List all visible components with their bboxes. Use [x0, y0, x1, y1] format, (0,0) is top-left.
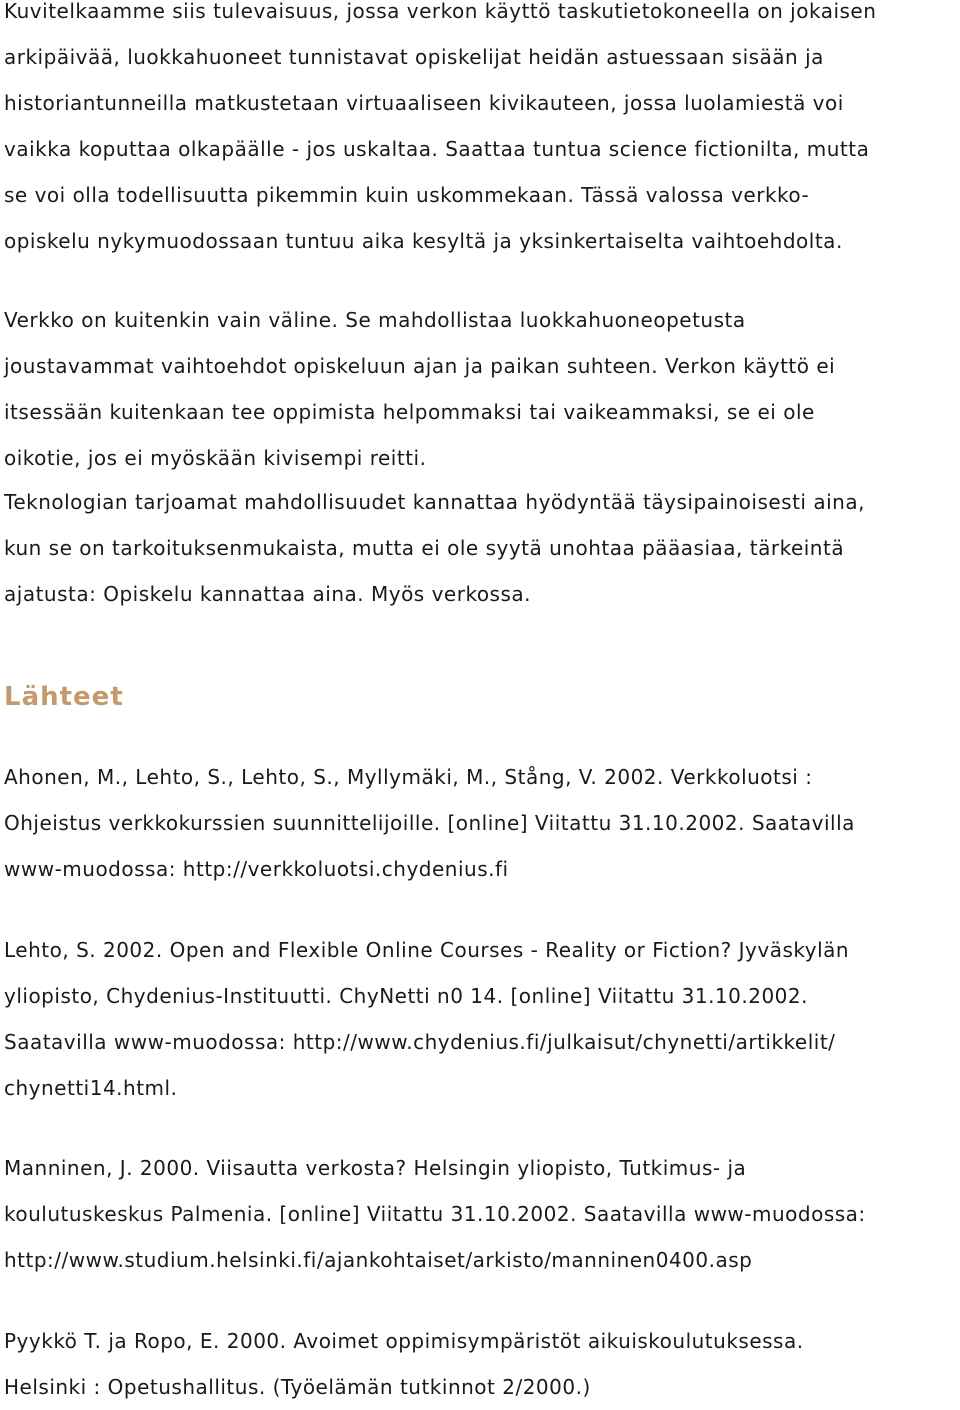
- paragraph-future-vision: [4, 0, 876, 264]
- text-line: yliopisto, Chydenius-Instituutti. ChyNetti n0 14. [online] Viitattu 31.10.2002.: [4, 984, 808, 1008]
- text-line: Ohjeistus verkkokurssien suunnittelijoille. [online] Viitattu 31.10.2002. Saatavilla: [4, 811, 855, 835]
- text-line: www-muodossa: http://verkkoluotsi.chydenius.fi: [4, 857, 509, 881]
- reference-lehto: [4, 927, 849, 1111]
- text-line: Pyykkö T. ja Ropo, E. 2000. Avoimet oppimisympäristöt aikuiskoulutuksessa.: [4, 1329, 804, 1353]
- text-line: se voi olla todellisuutta pikemmin kuin uskommekaan. Tässä valossa verkko-: [4, 183, 810, 207]
- text-line: Teknologian tarjoamat mahdollisuudet kannattaa hyödyntää täysipainoisesti aina,: [4, 490, 865, 514]
- text-line: koulutuskeskus Palmenia. [online] Viitattu 31.10.2002. Saatavilla www-muodossa:: [4, 1202, 866, 1226]
- text-line: oikotie, jos ei myöskään kivisempi reitti.: [4, 446, 427, 470]
- text-line: vaikka koputtaa olkapäälle - jos uskaltaa. Saattaa tuntua science fictionilta, mutta: [4, 137, 870, 161]
- text-line: itsessään kuitenkaan tee oppimista helpommaksi tai vaikeammaksi, se ei ole: [4, 400, 815, 424]
- text-line: Saatavilla www-muodossa: http://www.chydenius.fi/julkaisut/chynetti/artikkelit/: [4, 1030, 836, 1054]
- text-line: Verkko on kuitenkin vain väline. Se mahdollistaa luokkahuoneopetusta: [4, 308, 746, 332]
- text-line: ajatusta: Opiskelu kannattaa aina. Myös verkossa.: [4, 582, 532, 606]
- text-line: Helsinki : Opetushallitus. (Työelämän tutkinnot 2/2000.): [4, 1375, 591, 1399]
- paragraph-technology: [4, 479, 865, 617]
- references-heading: Lähteet: [4, 682, 124, 712]
- text-line: Ahonen, M., Lehto, S., Lehto, S., Myllymäki, M., Stång, V. 2002. Verkkoluotsi :: [4, 765, 813, 789]
- text-line: http://www.studium.helsinki.fi/ajankohtaiset/arkisto/manninen0400.asp: [4, 1248, 753, 1272]
- text-line: Manninen, J. 2000. Viisautta verkosta? Helsingin yliopisto, Tutkimus- ja: [4, 1156, 747, 1180]
- text-line: arkipäivää, luokkahuoneet tunnistavat opiskelijat heidän astuessaan sisään ja: [4, 45, 824, 69]
- reference-manninen: [4, 1145, 866, 1283]
- text-line: historiantunneilla matkustetaan virtuaaliseen kivikauteen, jossa luolamiestä voi: [4, 91, 844, 115]
- text-line: opiskelu nykymuodossaan tuntuu aika kesyltä ja yksinkertaiselta vaihtoehdolta.: [4, 229, 843, 253]
- reference-pyykko: [4, 1318, 804, 1410]
- text-line: kun se on tarkoituksenmukaista, mutta ei ole syytä unohtaa pääasiaa, tärkeintä: [4, 536, 845, 560]
- text-line: Lehto, S. 2002. Open and Flexible Online Courses - Reality or Fiction? Jyväskylän: [4, 938, 850, 962]
- text-line: joustavammat vaihtoehdot opiskeluun ajan ja paikan suhteen. Verkon käyttö ei: [4, 354, 836, 378]
- reference-ahonen: [4, 754, 855, 892]
- text-line: chynetti14.html.: [4, 1076, 178, 1100]
- text-line: Kuvitelkaamme siis tulevaisuus, jossa verkon käyttö taskutietokoneella on jokaisen: [4, 0, 877, 23]
- paragraph-network-tool: [4, 297, 835, 481]
